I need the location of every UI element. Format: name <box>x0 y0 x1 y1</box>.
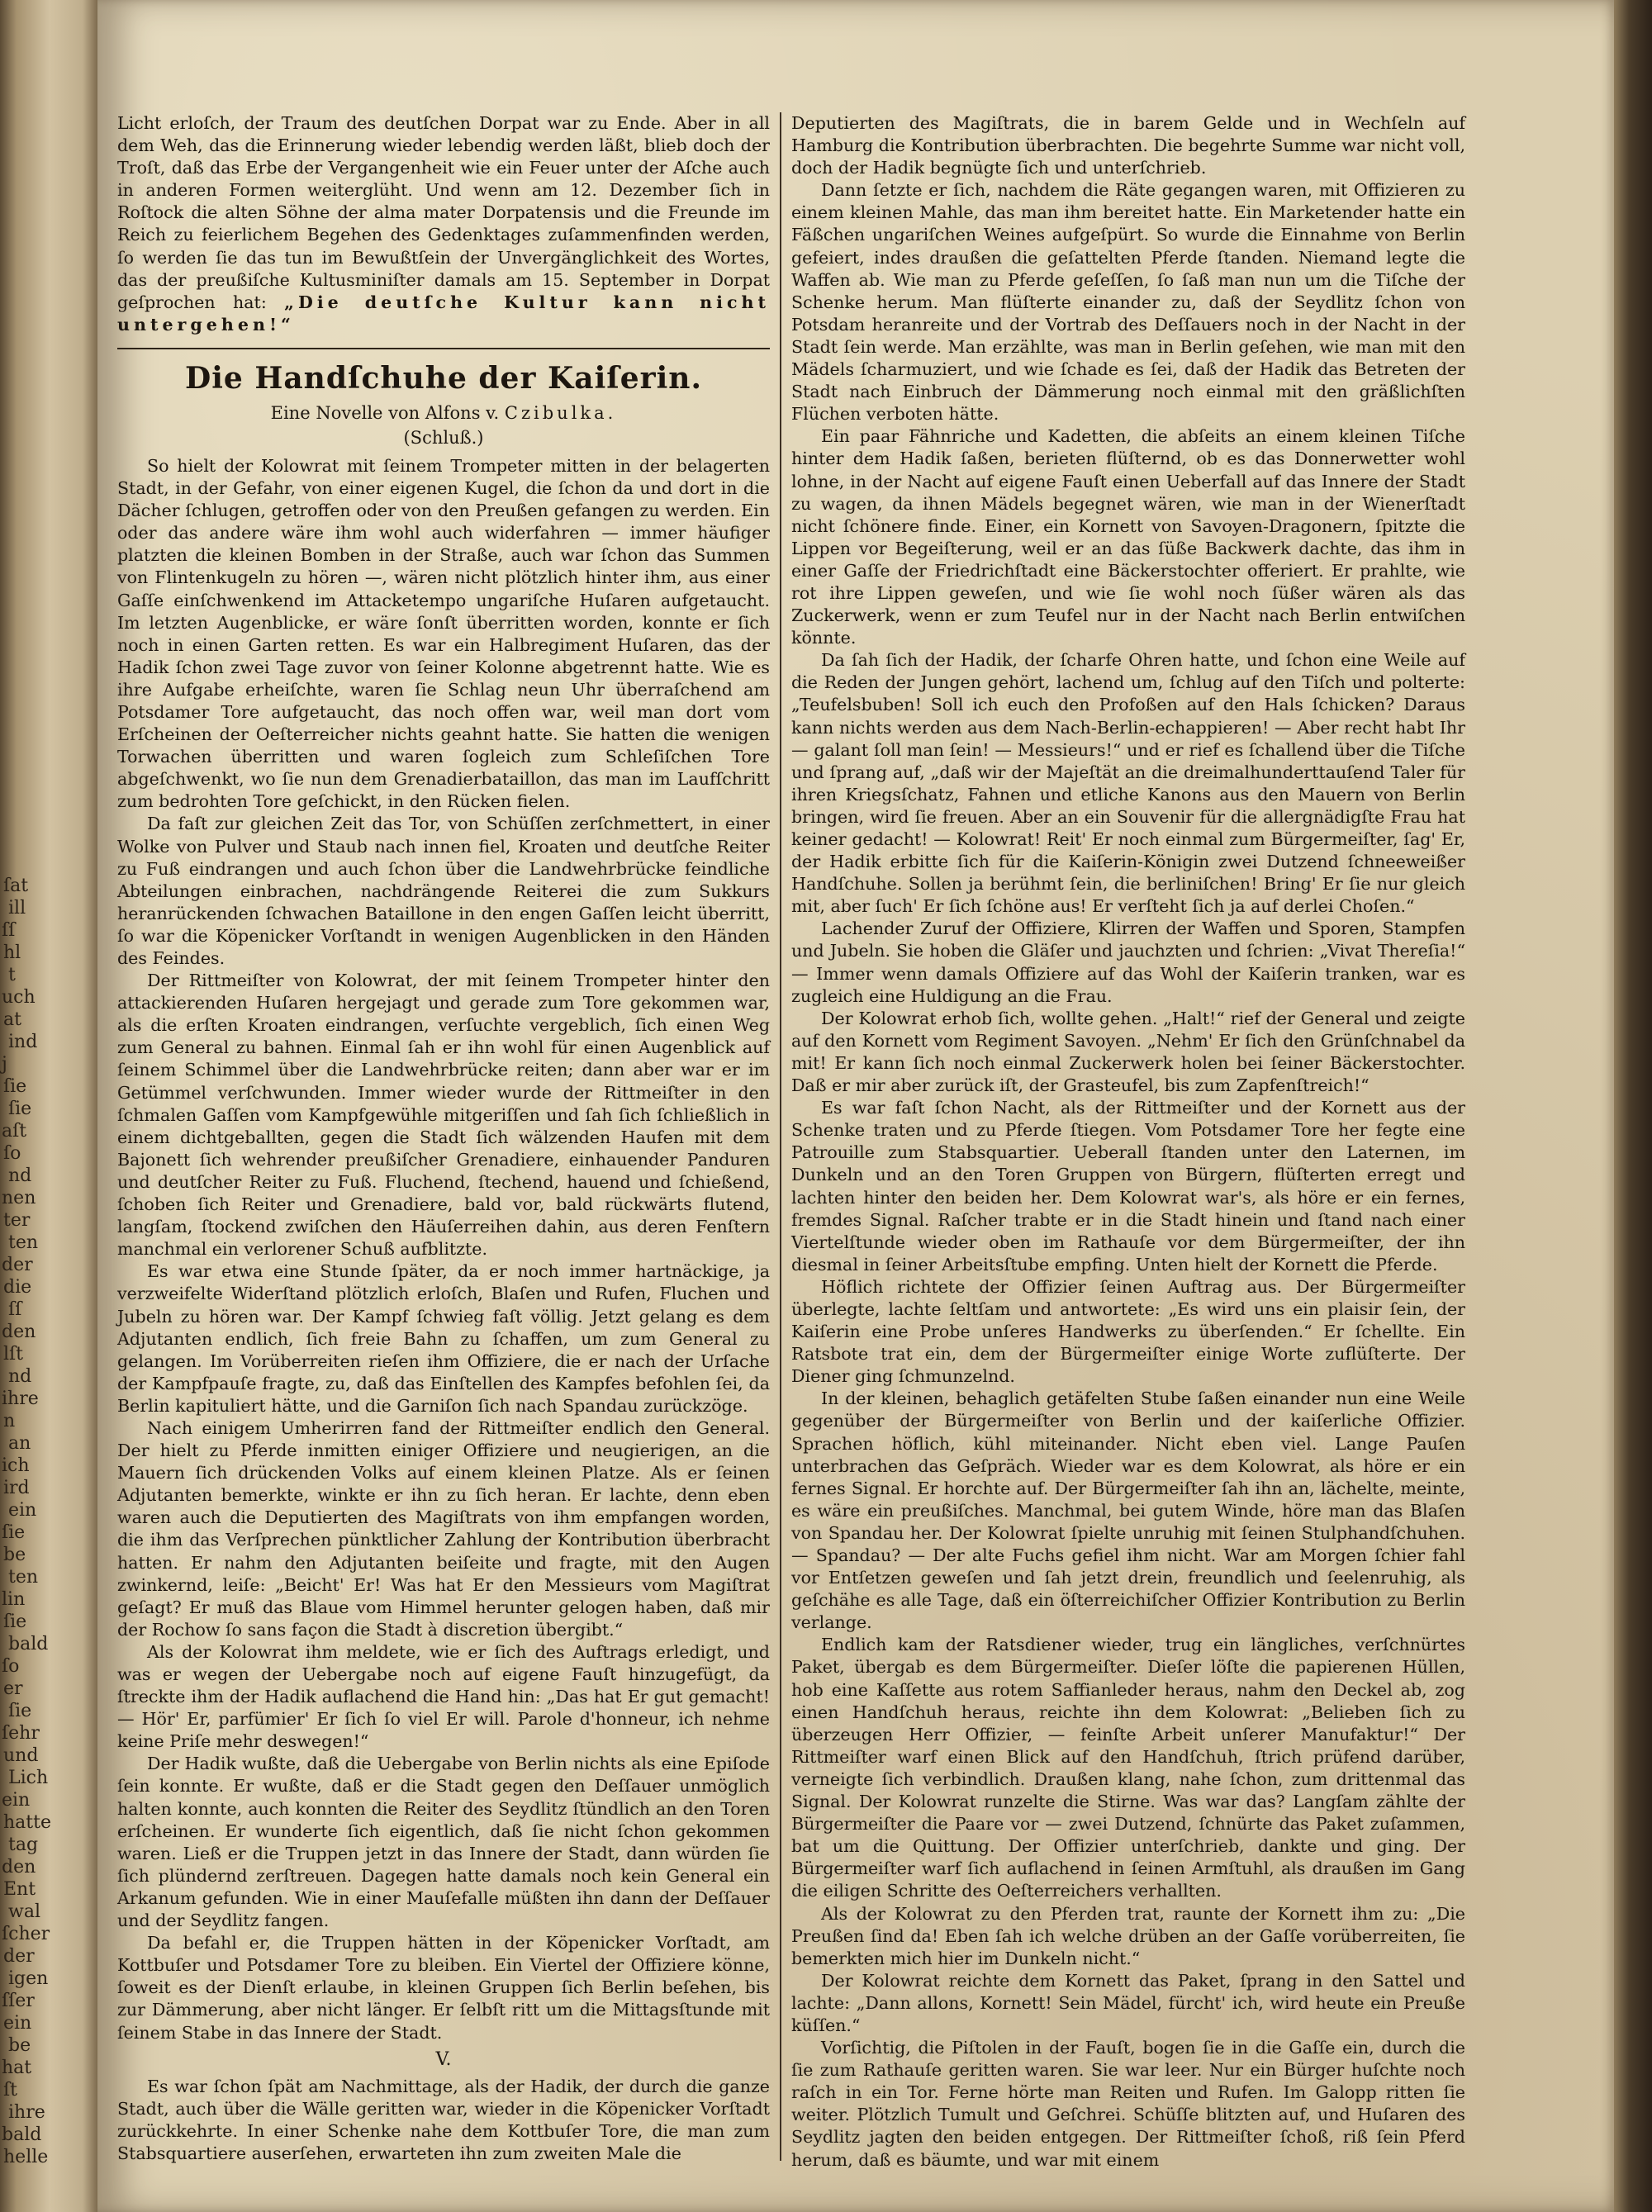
paragraph: Der Rittmeiſter von Kolowrat, der mit ſeinem Trompeter hinter den attackierenden Huſaren hergejagt und gerade zum Tore gekommen war, als die erſten Kroaten eindrangen, verſuchte vergeblich, ſich einen Weg zum General zu bahnen. Einmal ſah er ihn wohl für einen Augenblick auf ſeinem Schimmel über die Landwehrbrücke reiten; dann aber war er im Getümmel verſchwunden. Immer wieder wurde der Rittmeiſter in den ſchmalen Gaſſen vom Kampfgewühle mitgeriſſen und ſah ſich ſchließlich in einem dichtgeballten, gegen die Stadt ſich wälzenden Haufen mit dem Bajonett ſich wehrender preußiſcher Grenadiere, einhauender Panduren und deutſcher Reiter zu Fuß. Fluchend, ſtechend, hauend und ſchießend, ſchoben ſich Reiter und Grenadiere, bald vor, bald rückwärts flutend, langſam, ſtockend zwiſchen den Häuſerreihen dahin, aus deren Fenſtern manchmal ein verlorener Schuß aufblitzte. <box>117 971 770 1260</box>
left-page-fragment: den <box>2 1322 36 1342</box>
left-page-fragment: ind <box>8 1032 38 1052</box>
paragraph: Da ſah ſich der Hadik, der ſcharfe Ohren hatte, und ſchon eine Weile auf die Reden der Jungen gehört, lachend um, ſchlug auf den Tiſch und polterte: „Teufelsbuben! Soll ich euch den Profoßen auf den Hals ſchicken? Daraus kann nichts werden aus dem Nach-Berlin-echappieren! — Aber recht habt Ihr — galant ſoll man ſein! — Messieurs!“ und er rief es ſchallend über die Tiſche und ſprang auf, „daß wir der Majeſtät an die dreimalhunderttauſend Taler für ihren Kriegsſchatz, Fahnen und etliche Kanons aus den Mauern von Berlin bringen, wird ſie freuen. Aber an ein Souvenir für die allergnädigſte Frau hat keiner gedacht! — Kolowrat! Reit' Er noch einmal zum Bürgermeiſter, ſag' Er, der Hadik erbitte ſich für die Kaiſerin-Königin zwei Dutzend ſchneeweißer Handſchuhe. Sollen ja berühmt ſein, die berliniſchen! Bring' Er ſie nur gleich mit, aber ſuch' Er ſich ſchöne aus! Er verſteht ſich ja auf derlei Choſen.“ <box>791 650 1465 917</box>
left-page-fragment: nd <box>8 1366 32 1387</box>
left-page-fragment: uch <box>2 987 36 1008</box>
paragraph: Lachender Zuruf der Offiziere, Klirren der Waffen und Sporen, Stampfen und Jubeln. Sie hoben die Gläſer und jauchzten und ſchrien: „Vivat Thereſia!“ — Immer wenn damals Offiziere auf das Wohl der Kaiſerin tranken, war es zugleich eine Huldigung an die Frau. <box>791 919 1465 1006</box>
paragraph: So hielt der Kolowrat mit ſeinem Trompeter mitten in der belagerten Stadt, in der Gefahr, von einer eigenen Kugel, die ſchon da und dort in die Dächer ſchlugen, getroffen oder von den Preußen gefangen zu werden. Ein oder das andere wäre ihm wohl auch widerfahren — immer häufiger platzten die kleinen Bomben in der Straße, auch war ſchon das Summen von Flintenkugeln zu hören —, wären nicht plötzlich hinter ihm, aus einer Gaſſe einſchwenkend im Attacketempo ungariſche Huſaren aufgetaucht. Im letzten Augenblicke, er wäre ſonſt überritten worden, konnte er ſich noch in einen Garten retten. Es war ein Halbregiment Huſaren, das der Hadik ſchon zwei Tage zuvor von ſeiner Kolonne abgetrennt hatte. Wie es ihre Aufgabe erheiſchte, waren ſie Schlag neun Uhr überraſchend am Potsdamer Tore aufgetaucht, das noch offen war, weil man dort vom Erſcheinen der Oeſterreicher nichts geahnt hatte. Sie hatten die wenigen Torwachen überritten und waren ſogleich zum Schleſiſchen Tore abgeſchwenkt, wo ſie nun dem Grenadierbataillon, das man im Laufſchritt zum bedrohten Tore geſchickt, in den Rücken fielen. <box>117 455 770 812</box>
left-page-fragment: ein <box>2 1790 31 1811</box>
left-page-fragment: lſt <box>3 1344 24 1365</box>
left-page-fragment: ſehr <box>2 1723 40 1744</box>
left-page-fragment: ter <box>3 1210 31 1231</box>
paragraph: Es war etwa eine Stunde ſpäter, da er noch immer hartnäckige, ja verzweifelte Widerſtand plötzlich erloſch, Blaſen und Rufen, Fluchen und Jubeln zu hören war. Der Kampf ſchwieg faſt völlig. Jetzt gelang es dem Adjutanten endlich, ſich freie Bahn zu ſchaffen, um zum General zu gelangen. Im Vorüberreiten rieſen ihm Offiziere, die er nach der Urſache der Kampfpauſe fragte, zu, daß das Einſtellen des Kampfes befohlen ſei, da Berlin kapituliert hätte, und die Garniſon ſich nach Spandau zurückzöge. <box>117 1261 770 1416</box>
left-page-fragment: ſt <box>3 2080 17 2100</box>
left-page-fragment: hatte <box>3 1812 51 1833</box>
left-page-fragment: ſat <box>3 876 29 896</box>
left-page-fragment: ein <box>3 2013 32 2034</box>
left-page-fragment: lin <box>2 1589 26 1610</box>
paragraph: Dann ſetzte er ſich, nachdem die Räte gegangen waren, mit Offizieren zu einem kleinen Mahle, das man ihm bereitet hatte. Ein Marketender hatte ein Fäßchen ungariſchen Weines aufgeſpürt. So wurde die Einnahme von Berlin gefeiert, indes draußen die geſattelten Pferde ſtanden. Niemand legte die Waffen ab. Wie man zu Pferde geſeſſen, ſo ſaß man nun um die Tiſche der Schenke herum. Man flüſterte einander zu, daß der Seydlitz ſchon von Potsdam heranreite und der Vortrab des Deſſauers noch in der Nacht in der Stadt ſein werde. Man erzählte, was man in Berlin geſehen, wie man mit den Mädels ſcharmuziert, und wie ſchade es ſei, daß der Hadik das Betreten der Stadt nach Einbruch der Dämmerung noch einmal mit den gräßlichſten Flüchen verboten hätte. <box>791 180 1465 425</box>
paragraph: Es war faſt ſchon Nacht, als der Rittmeiſter und der Kornett aus der Schenke traten und zu Pferde ſtiegen. Vom Potsdamer Tore her fegte eine Patrouille zum Stabsquartier. Ueberall ſtanden unter den Laternen, im Dunkeln und an den Toren Gruppen von Bürgern, flüſterten erregt und lachten hinter den beiden her. Dem Kolowrat war's, als höre er ein fernes, fremdes Signal. Raſcher trabte er in die Stadt hinein und ſtand nach einer Viertelſtunde wieder oben im Rathauſe vor dem Bürgermeiſter, der ihn diesmal in ſeiner Arbeitsſtube empfing. Unten hielt der Kornett die Pferde. <box>791 1098 1465 1275</box>
paragraph: Vorſichtig, die Piſtolen in der Fauſt, bogen ſie in die Gaſſe ein, durch die ſie zum Rathauſe geritten waren. Sie war leer. Nur ein Bürger huſchte noch raſch in ein Tor. Ferne hörte man Reiten und Rufen. Im Galopp ritten ſie weiter. Plötzlich Tumult und Geſchrei. Schüſſe blitzten auf, und Huſaren des Seydlitz jagten den beiden entgegen. Der Rittmeiſter ſchoß, riß ſein Pferd herum, daß es bäumte, und war mit einem <box>791 2038 1465 2170</box>
section-number: V. <box>435 2048 452 2070</box>
paragraph: Der Kolowrat erhob ſich, wollte gehen. „Halt!“ rief der General und zeigte auf den Kornett vom Regiment Savoyen. „Nehm' Er ſich den Grünſchnabel da mit! Er kann ſich noch einmal Zuckerwerk holen bei ſeiner Bäckerstochter. Daß er mir aber zurück iſt, der Grasteufel, bis zum Zapfenſtreich!“ <box>791 1008 1465 1096</box>
paragraph: Es war ſchon ſpät am Nachmittage, als der Hadik, der durch die ganze Stadt, auch über die Wälle geritten war, wieder in die Köpenicker Vorſtadt zurückkehrte. In einer Schenke nahe dem Kottbuſer Tore, die man zum Stabsquartiere auserſehen, erwarteten ihn zum zweiten Male die <box>117 2076 770 2163</box>
left-page-fragment: an <box>8 1433 31 1454</box>
paragraph: Deputierten des Magiſtrats, die in barem Gelde und in Wechſeln auf Hamburg die Kontribution überbrachten. Die begehrte Summe war nicht voll, doch der Hadik begnügte ſich und unterſchrieb. <box>791 113 1465 178</box>
left-page-fragment: j <box>2 1054 7 1075</box>
left-page-fragment: Ent <box>3 1879 36 1900</box>
left-page-fragment: ſo <box>3 1143 21 1164</box>
left-page-fragment: den <box>2 1857 36 1877</box>
left-page-fragment: ten <box>8 1567 39 1588</box>
left-page-fragment: ſſer <box>2 1991 35 2011</box>
left-page-fragment: der <box>2 1255 33 1275</box>
section-rule <box>117 348 770 349</box>
paragraph: Da faſt zur gleichen Zeit das Tor, von Schüſſen zerſchmettert, in einer Wolke von Pulver und Staub nach innen fiel, Kroaten und deutſche Reiter zu Fuß eindrangen und auch ſchon über die Landwehrbrücke feindliche Abteilungen einbrachen, nachdrängende Reiterei die zum Sukkurs heranrückenden ſchwachen Bataillone in den engen Gaſſen leicht überritt, ſo war die Köpenicker Vorſtandt in wenigen Augenblicken in den Händen des Feindes. <box>117 814 770 968</box>
left-page-fragment: ſcher <box>2 1924 50 1944</box>
left-page-fragment: n <box>3 1411 16 1431</box>
left-page-fragment: die <box>3 1277 32 1298</box>
left-page-fragment: ird <box>3 1478 30 1498</box>
intro-quote: „Die deutſche Kultur kann nicht untergehen!“ <box>117 292 771 335</box>
paragraph: Als der Kolowrat zu den Pferden trat, raunte der Kornett ihm zu: „Die Preußen ſind da! Eben ſah ich welche drüben an der Gaſſe vorüberreiten, ſie bemerkten mich hier im Dunkeln nicht.“ <box>791 1903 1465 1968</box>
story-part-label: (Schluß.) <box>403 427 484 448</box>
left-page-fragment: er <box>3 1678 23 1699</box>
left-page-fragment: igen <box>8 1968 49 1989</box>
left-page-fragment: ein <box>8 1500 37 1521</box>
story-headline: Die Handſchuhe der Kaiſerin. <box>185 360 702 396</box>
left-page-fragment: ihre <box>8 2102 45 2123</box>
column-right <box>791 112 1465 2172</box>
left-page-fragment: ſſ <box>8 1299 22 1320</box>
left-page-fragment: aſt <box>2 1121 27 1142</box>
left-page-fragment: hat <box>2 2058 32 2078</box>
left-page-fragment: der <box>3 1946 35 1967</box>
left-page-fragment: ſie <box>3 1612 27 1632</box>
left-page-fragment: nen <box>2 1188 36 1208</box>
left-page-fragment: helle <box>3 2147 49 2167</box>
left-page-fragment: t <box>8 965 16 985</box>
left-page-fragment: bald <box>8 1634 49 1654</box>
left-page-fragment: nd <box>8 1165 32 1186</box>
left-page-fragment: ten <box>8 1232 39 1253</box>
paragraph: Der Hadik wußte, daß die Uebergabe von Berlin nichts als eine Epiſode ſein konnte. Er wußte, daß er die Stadt gegen den Deſſauer unmöglich halten konnte, auch konnten die Reiter des Seydlitz ſtündlich an den Toren erſcheinen. Er wunderte ſich eigentlich, daß ſie nicht ſchon gekommen waren. Ließ er die Truppen jetzt in das Innere der Stadt, dann würden ſie ſich plündernd zerſtreuen. Dagegen hatte damals noch kein General ein Arkanum gefunden. Wie in einer Mauſefalle müßten ihn dann der Deſſauer und der Seydlitz fangen. <box>117 1754 770 1931</box>
intro-paragraph: Licht erloſch, der Traum des deutſchen Dorpat war zu Ende. Aber in all dem Weh, das die Erinnerung wieder lebendig werden läßt, blieb doch der Troſt, daß das Erbe der Vergangenheit wie ein Feuer unter der Aſche auch in anderen Formen weiterglüht. Und wenn am 12. Dezember ſich in Roſtock die alten Söhne der alma mater Dorpatensis und die Freunde im Reich zu feierlichem Begehen des Gedenktages zuſammenfinden werden, ſo werden ſie das tun im Bewußtſein der Unvergänglichkeit des Wortes, das der preußiſche Kultusminiſter damals am 15. September in Dorpat geſprochen hat: „Die deutſche Kultur kann nicht untergehen!“ <box>117 113 771 335</box>
left-page-fragment: ſie <box>8 1099 32 1119</box>
left-page-fragment: ſo <box>2 1656 20 1677</box>
left-page-fragment: bald <box>2 2124 42 2145</box>
paragraph: Höflich richtete der Offizier ſeinen Auftrag aus. Der Bürgermeiſter überlegte, lachte ſeltſam und antwortete: „Es wird uns ein plaisir ſein, der Kaiſerin eine Probe unſeres Handwerks zu überſenden.“ Er ſchellte. Ein Ratsbote trat ein, dem der Bürgermeiſter einige Worte zuflüſterte. Der Diener ging ſchmunzelnd. <box>791 1276 1465 1387</box>
left-page-fragment: be <box>8 2035 31 2056</box>
left-page-fragment: ſſ <box>2 920 16 941</box>
left-page-fragment: ſie <box>3 1076 27 1097</box>
left-page-fragment: at <box>3 1009 21 1030</box>
paragraph: Endlich kam der Ratsdiener wieder, trug ein längliches, verſchnürtes Paket, übergab es dem Bürgermeiſter. Dieſer löſte die papierenen Hüllen, hob eine Kaſſette aus rotem Saffianleder heraus, nahm den Deckel ab, zog einen Handſchuh heraus, reichte ihn dem Kolowrat: „Belieben ſich zu überzeugen Herr Offizier, — feinſte Arbeit unſerer Manufaktur!“ Der Rittmeiſter warf einen Blick auf den Handſchuh, ſtrich prüfend darüber, verneigte ſich verbindlich. Draußen klang, nahe ſchon, zum drittenmal das Signal. Der Kolowrat runzelte die Stirne. Was war das? Langſam zählte der Bürgermeiſter die Paare vor — zwei Dutzend, ſchnürte das Paket zuſammen, bat um die Quittung. Der Offizier unterſchrieb, dankte und ging. Der Bürgermeiſter warf ſich auflachend in ſeinen Armſtuhl, als draußen im Gang die eiligen Schritte des Oeſterreichers verhallten. <box>791 1635 1465 1901</box>
left-page-fragment: Lich <box>8 1768 49 1788</box>
left-page-fragment: tag <box>8 1835 39 1855</box>
paragraph: Als der Kolowrat ihm meldete, wie er ſich des Auftrags erledigt, und was er wegen der Uebergabe noch auf eigene Fauſt hinzugefügt, da ſtreckte ihm der Hadik auflachend die Hand hin: „Das hat Er gut gemacht! — Hör' Er, parfümier' Er ſich ſo viel Er will. Parole d'honneur, ich nehme keine Priſe mehr deswegen!“ <box>117 1641 770 1752</box>
left-page-fragment: und <box>3 1745 39 1766</box>
column-divider <box>780 112 781 2161</box>
paragraph: Da befahl er, die Truppen hätten in der Köpenicker Vorſtadt, am Kottbuſer und Potsdamer Tore zu bleiben. Ein Viertel der Offiziere könne, ſoweit es der Dienſt erlaube, in kleinen Gruppen ſich Berlin beſehen, bis zur Dämmerung, aber nicht länger. Er ſelbſt ritt um die Mittagsſtunde mit ſeinem Stabe in das Innere der Stadt. <box>117 1933 770 2043</box>
left-page-fragment: ſie <box>2 1522 26 1543</box>
left-page-fragment: hl <box>3 942 21 963</box>
story-byline: Eine Novelle von Alfons v. Czibulka. <box>270 402 617 423</box>
column-left <box>117 112 770 2165</box>
left-page-fragment: ich <box>2 1455 30 1476</box>
paragraph: In der kleinen, behaglich getäfelten Stube ſaßen einander nun eine Weile gegenüber der Bürgermeiſter von Berlin und der kaiſerliche Offizier. Sprachen höflich, kühl miteinander. Nicht eben viel. Lange Pauſen unterbrachen das Geſpräch. Wieder war es dem Kolowrat, als höre er ein fernes Signal. Er horchte auf. Der Bürgermeiſter ſah ihn an, lächelte, meinte, es wäre ein preußiſches. Manchmal, bei gutem Winde, höre man das Blaſen von Spandau her. Der Kolowrat ſpielte unruhig mit ſeinen Stulphandſchuhen. — Spandau? — Der alte Fuchs gefiel ihm nicht. War am Morgen ſchier fahl vor Entſetzen geweſen und ſah jetzt drein, freundlich und ſeelenruhig, als geſchähe es alle Tage, daß ein öſterreichiſcher Offizier Kontribution zu Berlin verlange. <box>791 1388 1465 1633</box>
left-page-fragment: wal <box>8 1901 40 1922</box>
left-page-edge <box>0 0 97 2212</box>
paragraph: Ein paar Fähnriche und Kadetten, die abſeits an einem kleinen Tiſche hinter dem Hadik ſaßen, berieten flüſternd, ob es das Donnerwetter wohl lohne, in der Nacht auf eigene Fauſt einen Ueberfall auf das Innere der Stadt zu wagen, da ihnen Mädels begegnet wären, wie man in der Wienerſtadt nicht ſchönere finde. Einer, ein Kornett von Savoyen-Dragonern, ſpitzte die Lippen vor Begeiſterung, weil er an das ſüße Backwerk dachte, das ihm in einer Gaſſe der Friedrichſtadt eine Bäckerstochter offeriert. Er prahlte, wie rot ihre Lippen geweſen, und wie ſie wohl noch ſüßer wären als das Zuckerwerk, wenn er zum Teufel nur in der Nacht nach Berlin entwiſchen könnte. <box>791 426 1465 648</box>
left-page-fragment: ill <box>8 898 26 919</box>
right-page-edge <box>1614 0 1652 2212</box>
left-page-fragment: ſie <box>8 1701 32 1721</box>
left-page-fragment: ihre <box>2 1388 39 1409</box>
left-page-fragment: be <box>3 1545 26 1565</box>
paragraph: Nach einigem Umherirren fand der Rittmeiſter endlich den General. Der hielt zu Pferde inmitten einiger Offiziere und neugierigen, an die Mauern ſich drückenden Volks auf einem kleinen Platze. Als er ſeinen Adjutanten bemerkte, winkte er ihn zu ſich heran. Er lachte, denn eben waren auch die Deputierten des Magiſtrats von ihm empfangen worden, die ihm das Verſprechen pünktlicher Zahlung der Kontribution überbracht hatten. Er nahm den Adjutanten beiſeite und fragte, mit den Augen zwinkernd, leiſe: „Beicht' Er! Was hat Er den Messieurs vom Magiſtrat geſagt? Er muß das Blaue vom Himmel herunter gelogen haben, daß mir der Rochow ſo sans façon die Stadt à discretion übergibt.“ <box>117 1417 770 1640</box>
paragraph: Der Kolowrat reichte dem Kornett das Paket, ſprang in den Sattel und lachte: „Dann allons, Kornett! Sein Mädel, fürcht' ich, wird heute ein Preuße küſſen.“ <box>791 1970 1465 2035</box>
